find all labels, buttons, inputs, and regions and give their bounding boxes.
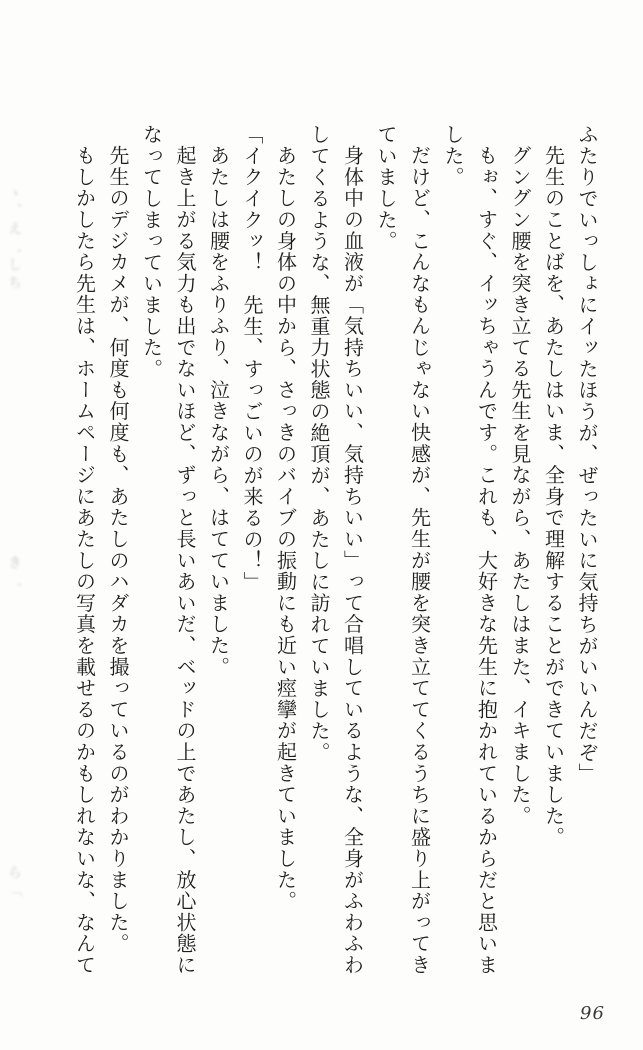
paragraph: もしかしたら先生は、ホームページにあたしの写真を載せるのかもしれないな、なんて [72, 145, 97, 976]
bleed-through-marks: ら「 [6, 865, 22, 901]
bleed-through-marks: ゝ、え゛しち [6, 185, 22, 293]
paragraph: グングン腰を突き立てる先生を見ながら、あたしはまた、イキました。 [508, 145, 532, 827]
paragraph: あたしの身体の中から、さっきのバイブの振動にも近い痙攣が起きていました。 [273, 145, 298, 912]
paragraph: あたしは腰をふりふり、泣きながら、はてていました。 [206, 145, 231, 678]
paragraph: 「イクイクッ！ 先生、すっごいのが来るの！」 [240, 124, 264, 593]
paragraph: 先生のことばを、あたしはいま、全身で理解することができていました。 [541, 145, 566, 848]
paragraph: もぉ、すぐ、イッちゃうんです。これも、大好きな先生に抱かれているからだと思いました。 [441, 124, 499, 976]
bleed-through-marks: き゛ [6, 555, 22, 591]
paragraph: 身体中の血液が「気持ちいい、気持ちいい」って合唱しているような、全身がふわふわしてくるような、無重力状態の絶頂が、あたしに訪れていました。 [307, 124, 365, 976]
book-page-text [55, 124, 603, 982]
paragraph: だけど、こんなもんじゃない快感が、先生が腰を突き立ててくるうちに盛り上がってきていました。 [374, 124, 432, 976]
paragraph: ふたりでいっしょにイッたほうが、ぜったいに気持ちがいいんだぞ」 [575, 124, 599, 785]
paragraph: 起き上がる気力も出でないほど、ずっと長いあいだ、ベッドの上であたし、放心状態になってしまっていました。 [139, 124, 197, 976]
page-number: 96 [580, 1003, 605, 1024]
paragraph: 先生のデジカメが、何度も何度も、あたしのハダカを撮っているのがわかりました。 [106, 145, 130, 955]
